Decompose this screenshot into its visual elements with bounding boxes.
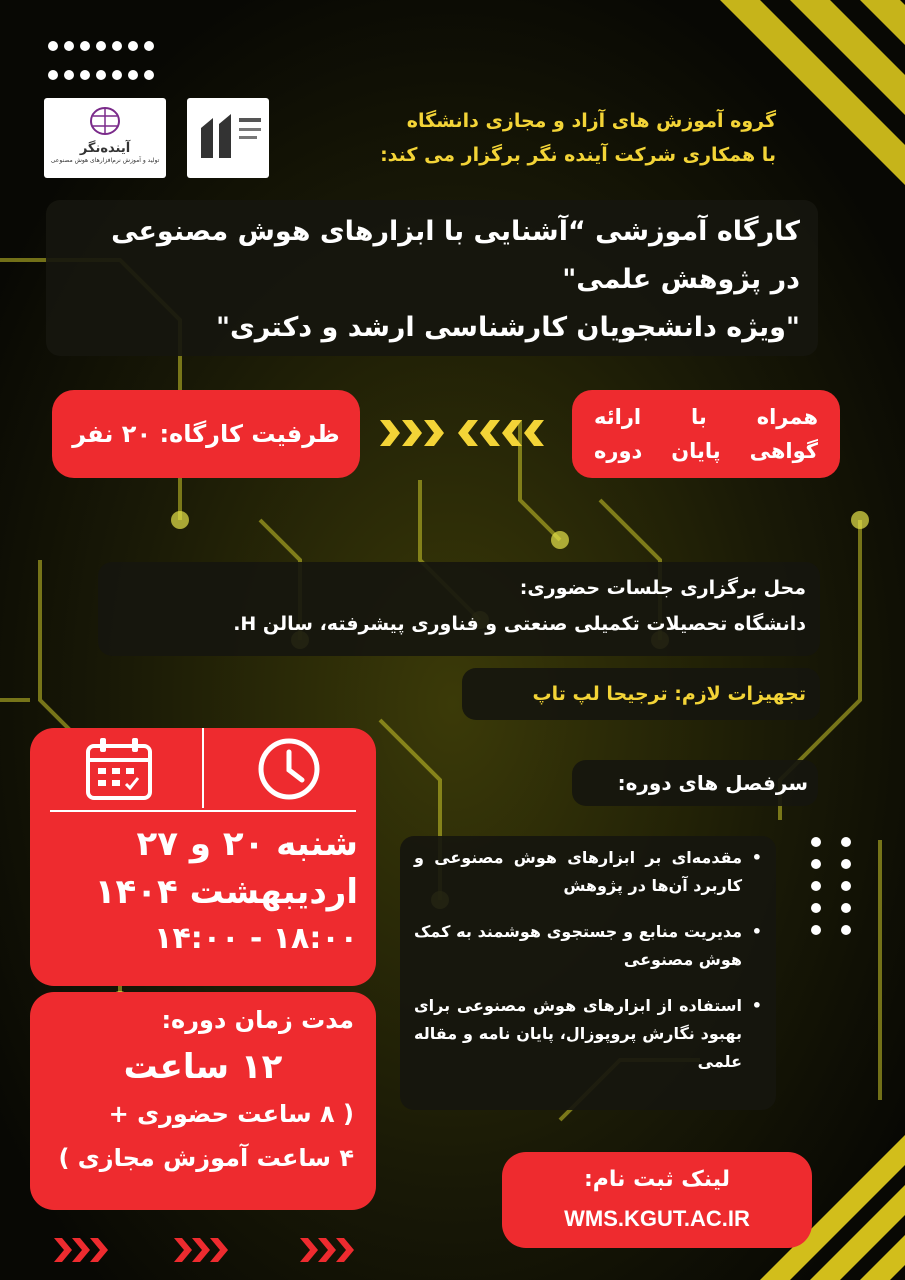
logo-subtitle: تولید و آموزش نرم‌افزارهای هوش مصنوعی (50, 157, 160, 164)
location-box (98, 562, 820, 656)
syllabus-label: سرفصل های دوره: (617, 771, 808, 795)
capacity-text: ظرفیت کارگاه: ۲۰ نفر (72, 420, 340, 448)
organizer-line1: گروه آموزش های آزاد و مجازی دانشگاه (406, 110, 776, 132)
schedule-hr (50, 810, 356, 812)
calendar-icon (84, 736, 154, 802)
syllabus-list (414, 844, 764, 1094)
syllabus-item: • مقدمه‌ای بر ابزارهای هوش مصنوعی و کاربرد آن‌ها در پژوهش (414, 844, 764, 900)
syllabus-list-box (400, 836, 776, 1110)
title-box (46, 200, 818, 356)
duration-detail1: ( ۸ ساعت حضوری + (108, 1100, 354, 1128)
chevron-arrows-icon (380, 416, 560, 450)
registration-box (502, 1152, 812, 1248)
schedule-box (30, 728, 376, 986)
location-value: دانشگاه تحصیلات تکمیلی صنعتی و فناوری پیشرفته، سالن H. (233, 613, 806, 635)
clock-icon (256, 736, 322, 802)
university-logo (187, 98, 269, 178)
dots-grid-icon (806, 836, 856, 946)
syllabus-item: • استفاده از ابزارهای هوش مصنوعی برای بهبود نگارش پروپوزال، پایان نامه و مقاله علمی (414, 992, 764, 1076)
title-line2: در پژوهش علمی" (562, 264, 800, 295)
registration-link[interactable]: WMS.KGUT.AC.IR (564, 1206, 750, 1231)
certificate-badge (572, 390, 840, 478)
syllabus-label-box (572, 760, 818, 806)
equipment-box (462, 668, 820, 720)
schedule-time: ۱۴:۰۰ - ۱۸:۰۰ (154, 921, 358, 956)
dots-decoration (48, 36, 168, 84)
schedule-month: اردیبهشت ۱۴۰۴ (94, 872, 358, 912)
schedule-days: شنبه ۲۰ و ۲۷ (136, 824, 358, 864)
brain-chip-icon (85, 104, 125, 138)
ayandenegar-logo (44, 98, 166, 178)
registration-label: لینک ثبت نام: (583, 1167, 731, 1192)
location-label: محل برگزاری جلسات حضوری: (519, 577, 806, 599)
organizer-box (290, 104, 776, 180)
syllabus-item: • مدیریت منابع و جستجوی هوشمند به کمک هوش مصنوعی (414, 918, 764, 974)
duration-detail2: ۴ ساعت آموزش مجازی ) (58, 1144, 354, 1172)
equipment-text: تجهیزات لازم: ترجیحا لپ تاپ (532, 683, 806, 705)
certificate-line1: همراه با ارائه (594, 405, 818, 429)
bottom-chevrons-decoration (54, 1236, 364, 1264)
title-line1: کارگاه آموزشی “آشنایی با ابزارهای هوش مصنوعی (111, 216, 800, 247)
schedule-divider (202, 728, 204, 808)
certificate-line2: گواهی پایان دوره (594, 439, 818, 463)
title-line3: "ویژه دانشجویان کارشناسی ارشد و دکتری" (215, 312, 800, 343)
duration-label: مدت زمان دوره: (161, 1006, 354, 1034)
duration-total: ۱۲ ساعت (123, 1047, 283, 1087)
capacity-badge (52, 390, 360, 478)
duration-box (30, 992, 376, 1210)
organizer-line2: با همکاری شرکت آینده نگر برگزار می کند: (380, 144, 776, 166)
logo-name: آینده‌نگر (79, 141, 131, 156)
